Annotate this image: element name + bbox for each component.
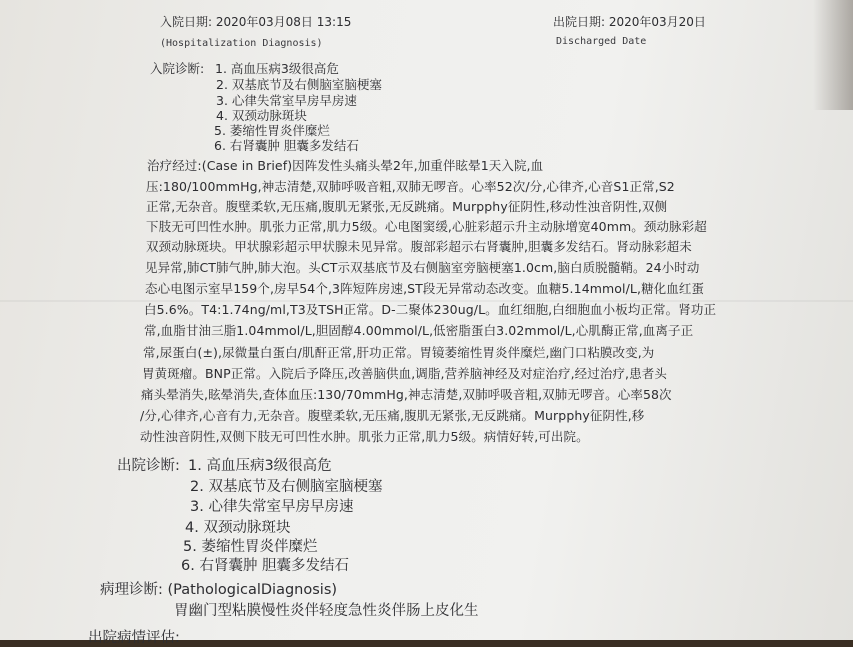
discharge-date: 出院日期: 2020年03月20日	[553, 15, 706, 29]
discharge-diagnosis-item: 1. 高血压病3级很高危	[188, 458, 332, 474]
discharge-diagnosis-item: 3. 心律失常室早房早房速	[190, 499, 354, 515]
treatment-line: 压:180/100mmHg,神志清楚,双肺呼吸音粗,双肺无啰音。心率52次/分,心律齐,心音S1正常,S2	[146, 179, 675, 194]
discharge-diagnosis-label: 出院诊断:	[117, 458, 180, 474]
admission-diagnosis-label: 入院诊断:	[150, 61, 205, 76]
treatment-line: 痛头晕消失,眩晕消失,查体血压:130/70mmHg,神志清楚,双肺呼吸音粗,双肺无啰音。心率58次	[141, 387, 672, 402]
treatment-line: 常,尿蛋白(±),尿微量白蛋白/肌酐正常,肝功正常。胃镜萎缩性胃炎伴糜烂,幽门口粘膜改变,为	[143, 345, 655, 360]
discharge-diagnosis-item: 2. 双基底节及右侧脑室脑梗塞	[190, 479, 383, 495]
discharge-diagnosis-item: 4. 双颈动脉斑块	[185, 520, 291, 536]
discharged-date-en: Discharged Date	[556, 36, 647, 47]
hospitalization-diagnosis-en: (Hospitalization Diagnosis)	[160, 38, 323, 49]
admission-diagnosis-item: 3. 心律失常室早房早房速	[216, 93, 357, 108]
admission-diagnosis-item: 1. 高血压病3级很高危	[215, 61, 339, 76]
discharge-condition-label: 出院病情评估:	[88, 630, 180, 646]
treatment-line: 正常,无杂音。腹壁柔软,无压痛,腹肌无紧张,无反跳痛。Murpphy征阴性,移动性浊音阴性,双侧	[146, 199, 668, 214]
admission-diagnosis-item: 5. 萎缩性胃炎伴糜烂	[214, 123, 330, 138]
pathology-label: 病理诊断: (PathologicalDiagnosis)	[100, 582, 338, 598]
treatment-line: 动性浊音阴性,双侧下肢无可凹性水肿。肌张力正常,肌力5级。病情好转,可出院。	[140, 429, 589, 444]
treatment-line: /分,心律齐,心音有力,无杂音。腹壁柔软,无压痛,腹肌无紧张,无反跳痛。Murpphy征阴性,移	[140, 408, 645, 423]
pathology-text: 胃幽门型粘膜慢性炎伴轻度急性炎伴肠上皮化生	[174, 603, 479, 619]
paper-shadow	[813, 0, 853, 110]
treatment-line: 治疗经过:(Case in Brief)因阵发性头痛头晕2年,加重伴眩晕1天入院,血	[147, 158, 544, 173]
admission-date: 入院日期: 2020年03月08日 13:15	[160, 15, 352, 29]
treatment-line: 见异常,肺CT肺气肿,肺大泡。头CT示双基底节及右侧脑室旁脑梗塞1.0cm,脑白质脱髓鞘。24小时动	[145, 260, 700, 275]
treatment-line: 态心电图示室早159个,房早54个,3阵短阵房速,ST段无异常动态改变。血糖5.14mmol/L,糖化血红蛋	[145, 281, 705, 296]
admission-diagnosis-item: 6. 右肾囊肿 胆囊多发结石	[214, 138, 359, 153]
treatment-line: 下肢无可凹性水肿。肌张力正常,肌力5级。心电图窦缓,心脏彩超示升主动脉增宽40mm。颈动脉彩超	[146, 219, 707, 234]
treatment-line: 双颈动脉斑块。甲状腺彩超示甲状腺未见异常。腹部彩超示右肾囊肿,胆囊多发结石。肾动脉彩超未	[146, 239, 692, 254]
discharge-diagnosis-item: 6. 右肾囊肿 胆囊多发结石	[181, 558, 350, 574]
discharge-diagnosis-item: 5. 萎缩性胃炎伴糜烂	[183, 539, 318, 555]
treatment-line: 常,血脂甘油三脂1.04mmol/L,胆固醇4.00mmol/L,低密脂蛋白3.02mmol/L,心肌酶正常,血离子正	[144, 323, 694, 338]
admission-diagnosis-item: 4. 双颈动脉斑块	[216, 108, 307, 123]
treatment-line: 胃黄斑瘤。BNP正常。入院后予降压,改善脑供血,调脂,营养脑神经及对症治疗,经过治疗,患者头	[142, 366, 667, 381]
treatment-line: 白5.6%。T4:1.74ng/ml,T3及TSH正常。D-二聚体230ug/L。血红细胞,白细胞血小板均正常。肾功正	[144, 302, 717, 317]
admission-diagnosis-item: 2. 双基底节及右侧脑室脑梗塞	[216, 77, 382, 92]
